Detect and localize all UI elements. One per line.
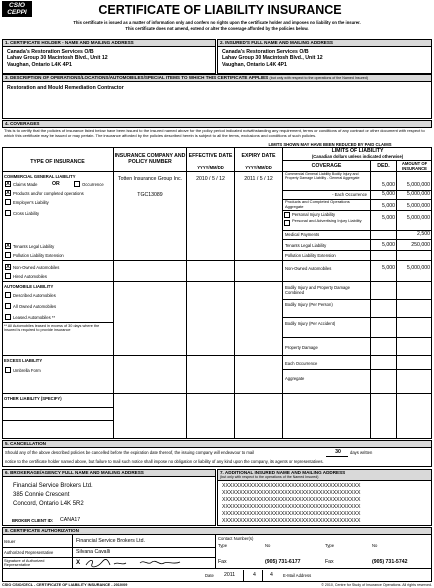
section-5-header: 5. CANCELLATION (2, 440, 432, 448)
col-eff-header: EFFECTIVE DATE (188, 153, 233, 159)
auto-cov-property: Property Damage (285, 345, 318, 350)
signature-image (84, 557, 184, 569)
section-7-note: (but only with respect to the operations of the Named Insured) (220, 475, 319, 479)
cancellation-text-c: notice to the certificate holder named above, but failure to mail such notice shall impose no obligation or liability of any kind upon the company, its agents or representatives. (5, 459, 324, 464)
type-label-2: Type (325, 543, 335, 548)
cgl-coverage-7: Tenants Legal Liability (285, 243, 327, 248)
signature-label: Signature of Authorized Representative (4, 558, 45, 568)
auto-cov-bodily: Bodily Injury and Property Damage Combined (285, 285, 350, 296)
date-label: Date (205, 573, 214, 578)
personal-injury-checkbox[interactable] (284, 212, 290, 218)
cross-liability-checkbox[interactable] (5, 210, 11, 216)
employers-label: Employer's Liability (13, 200, 49, 205)
described-auto-label: Described Automobiles (13, 293, 56, 298)
cgl-coverage-4: Personal Injury Liability (292, 212, 336, 217)
type-label-1: Type (218, 543, 228, 548)
occurrence-checkbox[interactable] (74, 181, 80, 187)
excess-title: EXCESS LIABILITY (4, 358, 43, 363)
cgl-coverage-2: - Each Occurrence (332, 192, 367, 197)
tenants-checkbox[interactable]: X (6, 243, 10, 249)
leased-checkbox[interactable] (5, 314, 11, 320)
cgl-company: Totten Insurance Group Inc. (117, 176, 182, 182)
cgl-ded-7: 5,000 (382, 242, 395, 248)
non-owned-label: Non-Owned Automobiles (13, 265, 60, 270)
cgl-amt-2: 5,000,000 (406, 191, 430, 197)
holder-line-2: Lahav Group 30 Macintosh Blvd., Unit 12 (7, 55, 108, 62)
cancellation-text-a: Should any of the above described policies be cancelled before the expiration date thereof, the issuing company will endeavour to mail (5, 450, 255, 455)
cgl-effective-date: 2010 / 5 / 12 (196, 176, 225, 182)
col-eff-format: YYYY/MM/DD (197, 165, 224, 170)
cgl-amt-7: 250,000 (411, 242, 430, 248)
hired-checkbox[interactable] (5, 273, 11, 279)
certificate-holder-box (2, 46, 216, 74)
auto-title: AUTOMOBILE LIABILITY (4, 284, 54, 289)
advertising-injury-checkbox[interactable] (284, 220, 290, 226)
section-1-header: 1. CERTIFICATE HOLDER - NAME AND MAILING ADDRESS (2, 39, 216, 47)
cgl-title: COMMERCIAL GENERAL LIABILITY (4, 174, 76, 179)
broker-client-label: BROKER CLIENT ID: (12, 518, 54, 523)
all-owned-checkbox[interactable] (5, 303, 11, 309)
section-3-title: 3. DESCRIPTION OF OPERATIONS/LOCATIONS/AUTOMOBILES/SPECIAL ITEMS TO WHICH THIS CERTIFICATE APPLIES (5, 75, 269, 80)
contact-type-1: Fax (218, 559, 227, 565)
insured-line-3: Vaughan, Ontario L4K 4P1 (222, 61, 287, 68)
cgl-ded-2: 5,000 (382, 191, 395, 197)
brokerage-line-2: 385 Connie Crescent (13, 492, 70, 498)
cancellation-text-b: days written (350, 450, 373, 455)
cgl-amt-6: 2,500 (417, 231, 430, 237)
logo-line1: CSIO (9, 2, 25, 9)
description-box (2, 81, 432, 119)
col-coverage-header: COVERAGE (311, 163, 342, 169)
brokerage-line-1: Financial Service Brokers Ltd. (13, 483, 93, 489)
non-owned-ded: 5,000 (382, 265, 395, 271)
section-8-header: 8. CERTIFICATE AUTHORIZATION (2, 527, 432, 535)
additional-insured-line-6: XXXXXXXXXXXXXXXXXXXXXXXXXXXXXXXXXXXXXXXX (222, 518, 361, 524)
section-6-header: 6. BROKERAGE/AGENCY FULL NAME AND MAILING ADDRESS (2, 469, 216, 477)
excess-aggregate: Aggregate (285, 376, 305, 381)
date-day: 4 (270, 572, 273, 578)
occurrence-label: Occurrence (82, 182, 104, 187)
additional-insured-line-5: XXXXXXXXXXXXXXXXXXXXXXXXXXXXXXXXXXXXXXXX (222, 511, 361, 517)
date-month: 4 (253, 572, 256, 578)
cgl-amt-3: 5,000,000 (406, 203, 430, 209)
insured-line-1: Canada's Restoration Services O/B (222, 49, 309, 55)
umbrella-checkbox[interactable] (5, 367, 11, 373)
non-owned-amt: 5,000,000 (406, 265, 430, 271)
insured-line-2: Lahav Group 30 Macintosh Blvd., Unit 12 (222, 55, 323, 62)
contact-label: Contact Number(s) (218, 536, 254, 541)
cgl-ded-3: 5,000 (382, 203, 395, 209)
col-limits-header: LIMITS OF LIABILITY (331, 148, 384, 154)
email-label: E-Mail Address (283, 573, 312, 578)
cgl-amt-4: 5,000,000 (406, 215, 430, 221)
no-label-1: No (265, 543, 271, 548)
non-owned-coverage: Non-Owned Automobiles (285, 266, 332, 271)
non-owned-checkbox[interactable]: X (6, 264, 10, 270)
holder-line-1: Canada's Restoration Services O/B (7, 49, 94, 55)
col-amount-header: AMOUNT OF INSURANCE (401, 161, 428, 172)
issuer-label: Issuer (4, 539, 16, 544)
rep-label: Authorized Representative (4, 550, 54, 555)
claims-made-label: Claims Made (13, 182, 38, 187)
limits-note: LIMITS SHOWN MAY HAVE BEEN REDUCED BY PAID CLAIMS (268, 142, 392, 147)
footer-left: CSIO CSIO/CECL - CERTIFICATE OF LIABILITY INSURANCE - 2010/09 (2, 583, 128, 587)
contact-type-2: Fax (325, 559, 334, 565)
footer-right: © 2010, Centre for Study of Insurance Operations. All rights reserved. (321, 583, 432, 587)
cgl-policy: TGC13089 (137, 192, 163, 198)
col-type-header: TYPE OF INSURANCE (30, 159, 85, 165)
claims-made-checkbox[interactable]: X (6, 181, 10, 187)
cancellation-days: 30 (335, 449, 341, 455)
cgl-expiry-date: 2011 / 5 / 12 (244, 176, 273, 182)
broker-client-id: CANA17 (60, 517, 81, 523)
col-exp-header: EXPIRY DATE (241, 153, 276, 159)
section-4-header: 4. COVERAGES (2, 120, 432, 128)
col-company-header: INSURANCE COMPANY AND POLICY NUMBER (114, 153, 186, 166)
contact-phone-2: (905) 731-5742 (372, 559, 408, 565)
pollution-checkbox[interactable] (5, 252, 11, 258)
cgl-ded-1: 5,000 (382, 182, 395, 188)
col-limits-sub: (Canadian dollars unless indicated otherwise) (311, 154, 404, 159)
leased-label: Leased Automobiles ** (13, 315, 56, 320)
issuer-value: Financial Service Brokers Ltd. (76, 538, 145, 544)
excess-each: Each Occurrence (285, 361, 318, 366)
additional-insured-box (217, 480, 432, 526)
cross-liability-label: Cross Liability (13, 211, 40, 216)
all-owned-label: All Owned Automobiles (13, 304, 57, 309)
holder-line-3: Vaughan, Ontario L4K 4P1 (7, 61, 72, 68)
cgl-coverage-5: Personal and Advertising Injury Liability (292, 218, 362, 223)
description-text: Restoration and Mould Remediation Contractor (7, 85, 124, 91)
cgl-amt-1: 5,000,000 (406, 182, 430, 188)
employers-checkbox[interactable] (5, 199, 11, 205)
additional-insured-line-2: XXXXXXXXXXXXXXXXXXXXXXXXXXXXXXXXXXXXXXXX (222, 490, 361, 496)
additional-insured-line-1: XXXXXXXXXXXXXXXXXXXXXXXXXXXXXXXXXXXXXXXX (222, 483, 361, 489)
cgl-ded-4: 5,000 (382, 215, 395, 221)
disclaimer-2: This certificate does not amend, extend or alter the coverage afforded by the policies below. (125, 26, 309, 31)
products-label: Products and/or completed operations (13, 191, 84, 196)
disclaimer-1: This certificate is issued as a matter of information only and confers no rights upon the certificate holder and imposes no liability on the insurer. (73, 20, 361, 25)
rep-value: Silvana Cavalli (76, 549, 111, 555)
signature-x: X (76, 559, 81, 566)
umbrella-label: Umbrella Form (13, 368, 41, 373)
no-label-2: No (372, 543, 378, 548)
pollution-label: Pollution Liability Extension (13, 253, 64, 258)
section-2-header: 2. INSURED'S FULL NAME AND MAILING ADDRESS (217, 39, 432, 47)
page-title: CERTIFICATE OF LIABILITY INSURANCE (98, 3, 342, 17)
section-3-note: (but only with respect to the operations of the Named Insured) (269, 76, 368, 80)
described-auto-checkbox[interactable] (5, 292, 11, 298)
section-7-title: 7. ADDITIONAL INSURED NAME AND MAILING ADDRESS (220, 470, 346, 475)
hired-label: Hired Automobiles (13, 274, 47, 279)
cgl-coverage-3: Products and Completed Operations Aggregate (285, 199, 350, 209)
other-title: OTHER LIABILITY (SPECIFY) (4, 396, 62, 401)
logo-line2: CEPPI (7, 9, 27, 16)
brokerage-line-3: Concord, Ontario L4K 5R2 (13, 501, 84, 507)
insured-box (217, 46, 432, 74)
tenants-label: Tenants Legal Liability (13, 244, 55, 249)
csio-logo (2, 1, 32, 17)
auto-cov-accident: Bodily Injury (Per Accident) (285, 321, 336, 326)
date-year: 2011 (224, 572, 236, 578)
additional-insured-line-3: XXXXXXXXXXXXXXXXXXXXXXXXXXXXXXXXXXXXXXXX (222, 497, 361, 503)
cgl-coverage-1: Commercial General Liability Bodily Injury and Property Damage Liability - General Aggregate (285, 172, 360, 181)
additional-insured-line-4: XXXXXXXXXXXXXXXXXXXXXXXXXXXXXXXXXXXXXXXX (222, 504, 361, 510)
cgl-coverage-6: Medical Payments (285, 232, 320, 237)
coverages-intro: This is to certify that the policies of insurance listed below have been issued to the insured named above for the policy period indicated notwithstanding any requirement, terms or conditions of any contract or other document with respect to which this certificate may be issued or may pertain. The insurance afforded by the policies described herein is subject to all the terms, exclusions and conditions of such policies. (4, 128, 425, 138)
contact-phone-1: (905) 731-6177 (265, 559, 301, 565)
leased-note: ** All Automobiles leased in excess of 30 days where the insured is required to provide insurance (4, 324, 100, 333)
auto-cov-person: Bodily Injury (Per Person) (285, 302, 333, 307)
cgl-coverage-8: Pollution Liability Extension (285, 253, 336, 258)
authorization-box (2, 534, 432, 582)
col-exp-format: YYYY/MM/DD (245, 165, 272, 170)
col-ded-header: DED. (377, 163, 390, 169)
products-checkbox[interactable]: X (6, 190, 10, 196)
or-label: OR (52, 181, 60, 187)
